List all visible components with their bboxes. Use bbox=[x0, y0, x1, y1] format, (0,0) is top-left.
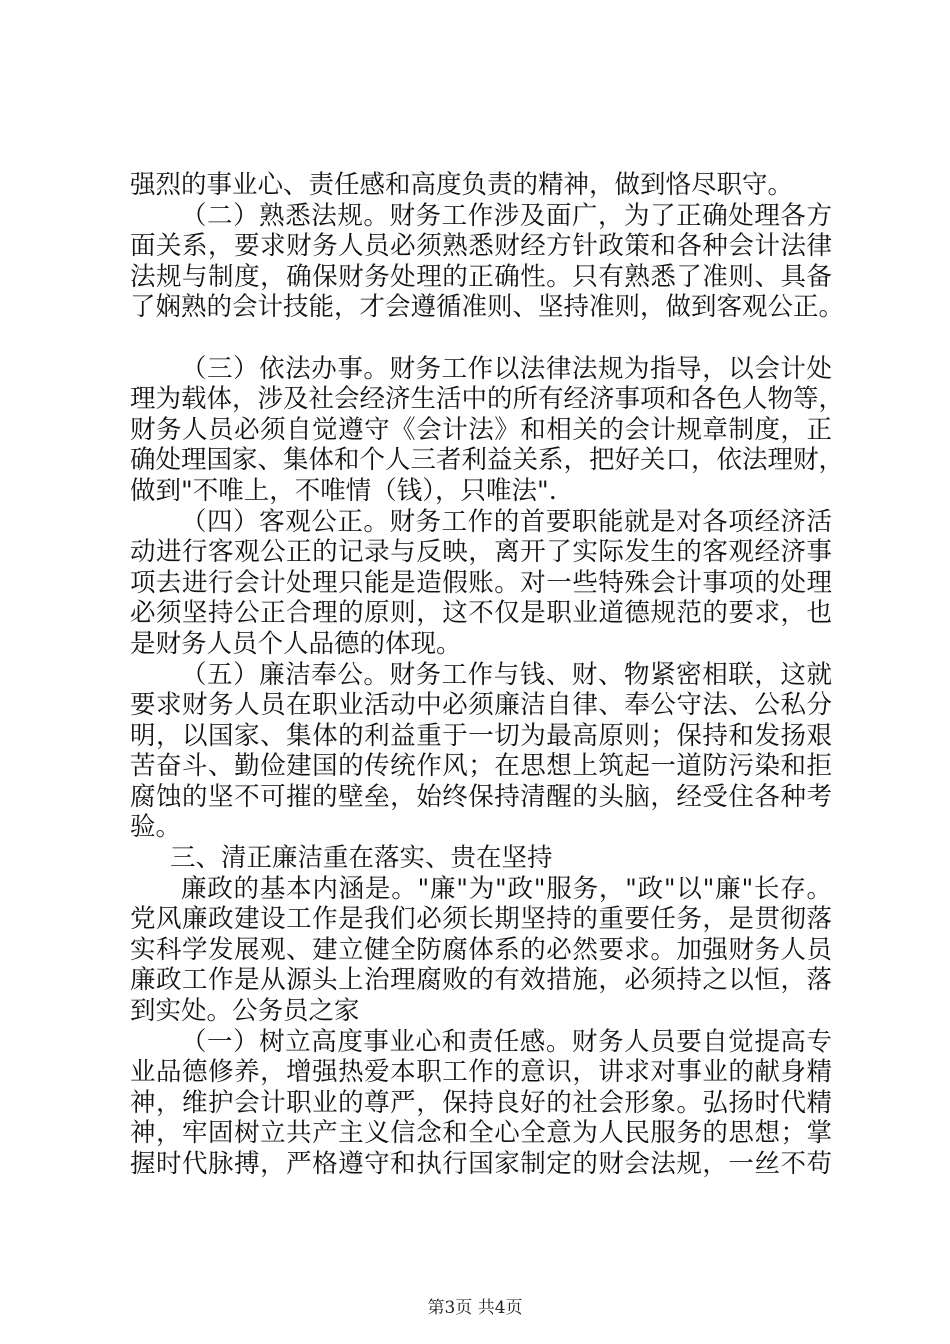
text-line: 神，维护会计职业的尊严，保持良好的社会形象。弘扬时代精 bbox=[130, 1087, 832, 1118]
text-line: 确处理国家、集体和个人三者利益关系，把好关口，依法理财， bbox=[130, 445, 845, 476]
text-line: 动进行客观公正的记录与反映，离开了实际发生的客观经济事 bbox=[130, 537, 832, 568]
text-line: 理为载体，涉及社会经济生活中的所有经济事项和各色人物等， bbox=[130, 384, 845, 415]
text-line: 验。 bbox=[130, 812, 182, 843]
text-line: （四）客观公正。财务工作的首要职能就是对各项经济活 bbox=[181, 506, 832, 537]
text-line: （一）树立高度事业心和责任感。财务人员要自觉提高专 bbox=[181, 1026, 832, 1057]
text-line: 实科学发展观、建立健全防腐体系的必然要求。加强财务人员 bbox=[130, 934, 832, 965]
text-line: （三）依法办事。财务工作以法律法规为指导，以会计处 bbox=[181, 353, 832, 384]
page-number-footer: 第3页 共4页 bbox=[427, 1298, 523, 1318]
text-line: 法规与制度，确保财务处理的正确性。只有熟悉了准则、具备 bbox=[130, 261, 832, 292]
text-line: 廉政工作是从源头上治理腐败的有效措施，必须持之以恒，落 bbox=[130, 965, 832, 996]
text-line: 到实处。公务员之家 bbox=[130, 996, 360, 1027]
blank-line bbox=[130, 323, 832, 354]
text-line: 强烈的事业心、责任感和高度负责的精神，做到恪尽职守。 bbox=[130, 170, 794, 200]
text-line: 明，以国家、集体的利益重于一切为最高原则；保持和发扬艰 bbox=[130, 720, 832, 751]
text-line: 要求财务人员在职业活动中必须廉洁自律、奉公守法、公私分 bbox=[130, 690, 832, 721]
text-line: 业品德修养，增强热爱本职工作的意识，讲求对事业的献身精 bbox=[130, 1057, 832, 1088]
text-line: 做到"不唯上，不唯情（钱），只唯法". bbox=[130, 475, 557, 506]
text-line: （五）廉洁奉公。财务工作与钱、财、物紧密相联，这就 bbox=[181, 659, 832, 690]
text-line: 必须坚持公正合理的原则，这不仅是职业道德规范的要求，也 bbox=[130, 598, 832, 629]
text-line: （二）熟悉法规。财务工作涉及面广，为了正确处理各方 bbox=[181, 200, 832, 231]
text-line: 是财务人员个人品德的体现。 bbox=[130, 628, 462, 659]
text-line: 项去进行会计处理只能是造假账。对一些特殊会计事项的处理 bbox=[130, 567, 832, 598]
text-line: 握时代脉搏，严格遵守和执行国家制定的财会法规，一丝不苟 bbox=[130, 1149, 832, 1179]
document-body bbox=[130, 170, 845, 1180]
section-heading: 三、清正廉洁重在落实、贵在坚持 bbox=[170, 843, 553, 874]
text-line: 了娴熟的会计技能，才会遵循准则、坚持准则，做到客观公正。 bbox=[130, 292, 845, 323]
text-line: 神，牢固树立共产主义信念和全心全意为人民服务的思想；掌 bbox=[130, 1118, 832, 1149]
text-line: 财务人员必须自觉遵守《会计法》和相关的会计规章制度，正 bbox=[130, 414, 832, 445]
text-line: 苦奋斗、勤俭建国的传统作风；在思想上筑起一道防污染和拒 bbox=[130, 751, 832, 782]
text-line: 党风廉政建设工作是我们必须长期坚持的重要任务，是贯彻落 bbox=[130, 904, 832, 935]
text-line: 面关系，要求财务人员必须熟悉财经方针政策和各种会计法律 bbox=[130, 231, 832, 262]
text-line: 廉政的基本内涵是。"廉"为"政"服务，"政"以"廉"长存。 bbox=[181, 873, 832, 904]
text-line: 腐蚀的坚不可摧的壁垒，始终保持清醒的头脑，经受住各种考 bbox=[130, 781, 832, 812]
